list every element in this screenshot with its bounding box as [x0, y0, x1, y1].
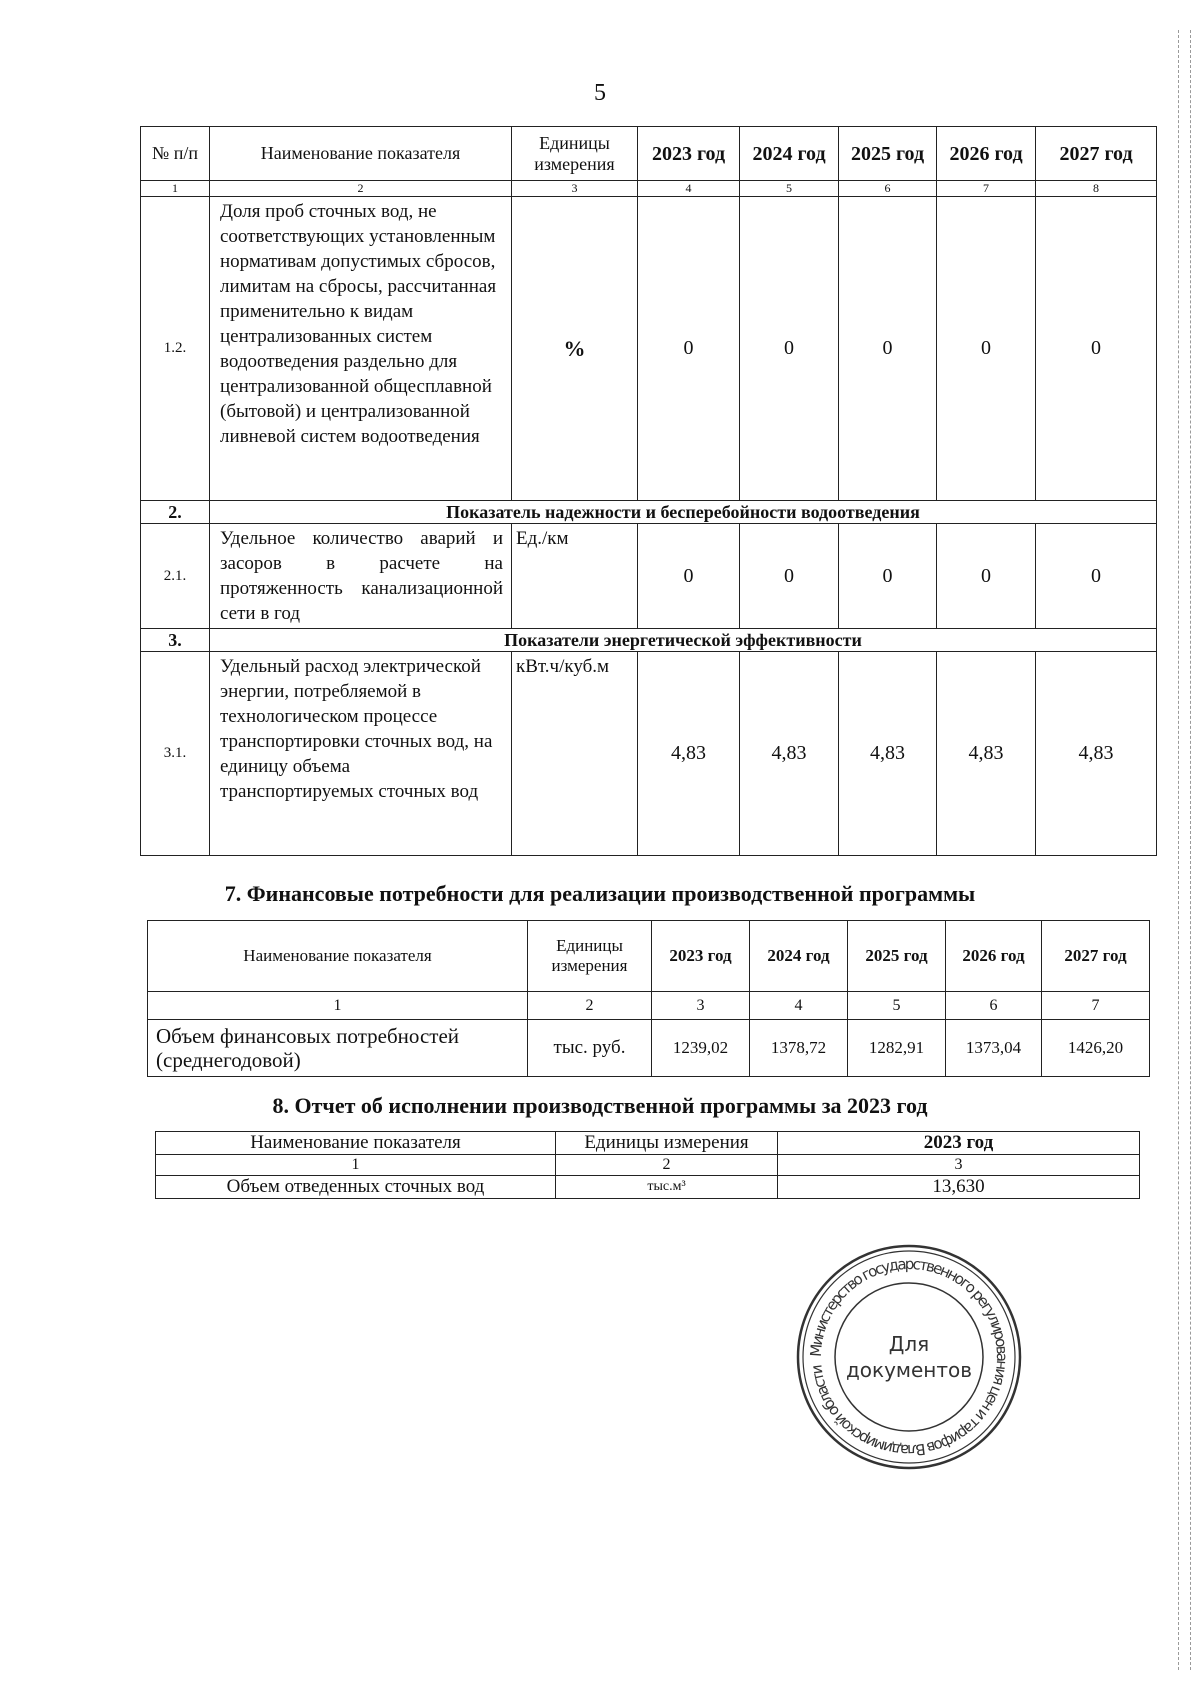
header-cell: Единицы измерения	[556, 1132, 778, 1155]
header-cell: 2023 год	[652, 921, 750, 992]
table-header-row	[156, 1132, 1140, 1155]
value-cell: 1378,72	[750, 1020, 848, 1077]
stamp-center-ring	[835, 1283, 983, 1431]
value-cell: 0	[740, 524, 839, 629]
unit-cell: тыс. руб.	[528, 1020, 652, 1077]
header-cell: 2026 год	[937, 127, 1036, 181]
header-cell: Наименование показателя	[148, 921, 528, 992]
column-number-row	[141, 181, 1157, 197]
column-number: 4	[638, 181, 740, 197]
header-cell: 2025 год	[839, 127, 937, 181]
column-number: 3	[512, 181, 638, 197]
page-number: 5	[594, 80, 606, 106]
row-number: 2.1.	[141, 524, 210, 629]
column-number: 1	[148, 992, 528, 1020]
header-cell: 2025 год	[848, 921, 946, 992]
column-number: 3	[652, 992, 750, 1020]
value-cell: 1426,20	[1042, 1020, 1150, 1077]
indicator-name: Доля проб сточных вод, не соответствующих установленным нормативам допустимых сбросов, лимитам на сбросы, рассчитанная применительно к видам централизованных систем водоотведения раздельно для централизованной общесплавной (бытовой) и централизованной ливневой систем водоотведения	[210, 197, 512, 501]
row-number: 1.2.	[141, 197, 210, 501]
column-number-row	[148, 992, 1150, 1020]
stamp-center-line1: Для	[888, 1332, 930, 1356]
official-stamp	[795, 1243, 1023, 1471]
header-cell: 2024 год	[750, 921, 848, 992]
column-number: 6	[946, 992, 1042, 1020]
unit-cell: Ед./км	[512, 524, 638, 629]
header-cell: 2026 год	[946, 921, 1042, 992]
header-cell: 2023 год	[638, 127, 740, 181]
financial-needs-table	[147, 920, 1150, 1077]
value-cell: 0	[839, 197, 937, 501]
indicator-name: Удельный расход электрической энергии, потребляемой в технологическом процессе транспортировки сточных вод, на единицу объема транспортируемых сточных вод	[210, 652, 512, 856]
value-cell: 1282,91	[848, 1020, 946, 1077]
value-cell: 0	[638, 524, 740, 629]
value-cell: 4,83	[740, 652, 839, 856]
column-number: 5	[848, 992, 946, 1020]
table-row	[141, 524, 1157, 629]
stamp-outer-ring	[798, 1246, 1020, 1468]
value-cell: 1239,02	[652, 1020, 750, 1077]
header-cell: Наименование показателя	[210, 127, 512, 181]
column-number: 2	[556, 1155, 778, 1176]
value-cell: 0	[740, 197, 839, 501]
section-number: 3.	[141, 629, 210, 652]
column-number: 1	[156, 1155, 556, 1176]
table-row	[156, 1176, 1140, 1199]
table-row	[148, 1020, 1150, 1077]
stamp-center-line2: документов	[845, 1358, 973, 1382]
table-row	[141, 652, 1157, 856]
section-8-title: 8. Отчет об исполнении производственной программы за 2023 год	[272, 1093, 928, 1118]
column-number: 6	[839, 181, 937, 197]
indicators-table	[140, 126, 1157, 856]
value-cell: 1373,04	[946, 1020, 1042, 1077]
value-cell: 4,83	[937, 652, 1036, 856]
scan-edge-line	[1190, 30, 1191, 1670]
table-header-row	[141, 127, 1157, 181]
header-cell: 2024 год	[740, 127, 839, 181]
column-number: 8	[1036, 181, 1157, 197]
section-row	[141, 501, 1157, 524]
header-cell: 2027 год	[1036, 127, 1157, 181]
header-cell: 2023 год	[778, 1132, 1140, 1155]
value-cell: 0	[1036, 197, 1157, 501]
column-number: 1	[141, 181, 210, 197]
scan-edge-line	[1178, 30, 1179, 1670]
value-cell: 0	[839, 524, 937, 629]
execution-report-table	[155, 1131, 1140, 1199]
header-cell: Наименование показателя	[156, 1132, 556, 1155]
section-title: Показатели энергетической эффективности	[210, 629, 1157, 652]
column-number: 4	[750, 992, 848, 1020]
column-number: 7	[937, 181, 1036, 197]
column-number-row	[156, 1155, 1140, 1176]
row-number: 3.1.	[141, 652, 210, 856]
unit-cell: тыс.м³	[556, 1176, 778, 1199]
value-cell: 0	[937, 524, 1036, 629]
indicator-name: Удельное количество аварий и засоров в расчете на протяженность канализационной сети в год	[210, 524, 512, 629]
value-cell: 0	[1036, 524, 1157, 629]
value-cell: 4,83	[1036, 652, 1157, 856]
column-number: 5	[740, 181, 839, 197]
column-number: 2	[528, 992, 652, 1020]
column-number: 3	[778, 1155, 1140, 1176]
value-cell: 0	[638, 197, 740, 501]
column-number: 7	[1042, 992, 1150, 1020]
header-cell: № п/п	[141, 127, 210, 181]
header-cell: 2027 год	[1042, 921, 1150, 992]
unit-cell: кВт.ч/куб.м	[512, 652, 638, 856]
column-number: 2	[210, 181, 512, 197]
value-cell: 4,83	[638, 652, 740, 856]
header-cell: Единицы измерения	[528, 921, 652, 992]
value-cell: 4,83	[839, 652, 937, 856]
stamp-ring-text: Министерство государственного регулирования цен и тарифов Владимирской области	[806, 1254, 1012, 1460]
section-title: Показатель надежности и бесперебойности водоотведения	[210, 501, 1157, 524]
section-7-title: 7. Финансовые потребности для реализации производственной программы	[224, 881, 976, 906]
indicator-name: Объем отведенных сточных вод	[156, 1176, 556, 1199]
value-cell: 13,630	[778, 1176, 1140, 1199]
section-row	[141, 629, 1157, 652]
table-row	[141, 197, 1157, 501]
unit-cell: %	[512, 197, 638, 501]
section-number: 2.	[141, 501, 210, 524]
header-cell: Единицы измерения	[512, 127, 638, 181]
indicator-name: Объем финансовых потребностей (среднегодовой)	[148, 1020, 528, 1077]
table-header-row	[148, 921, 1150, 992]
value-cell: 0	[937, 197, 1036, 501]
